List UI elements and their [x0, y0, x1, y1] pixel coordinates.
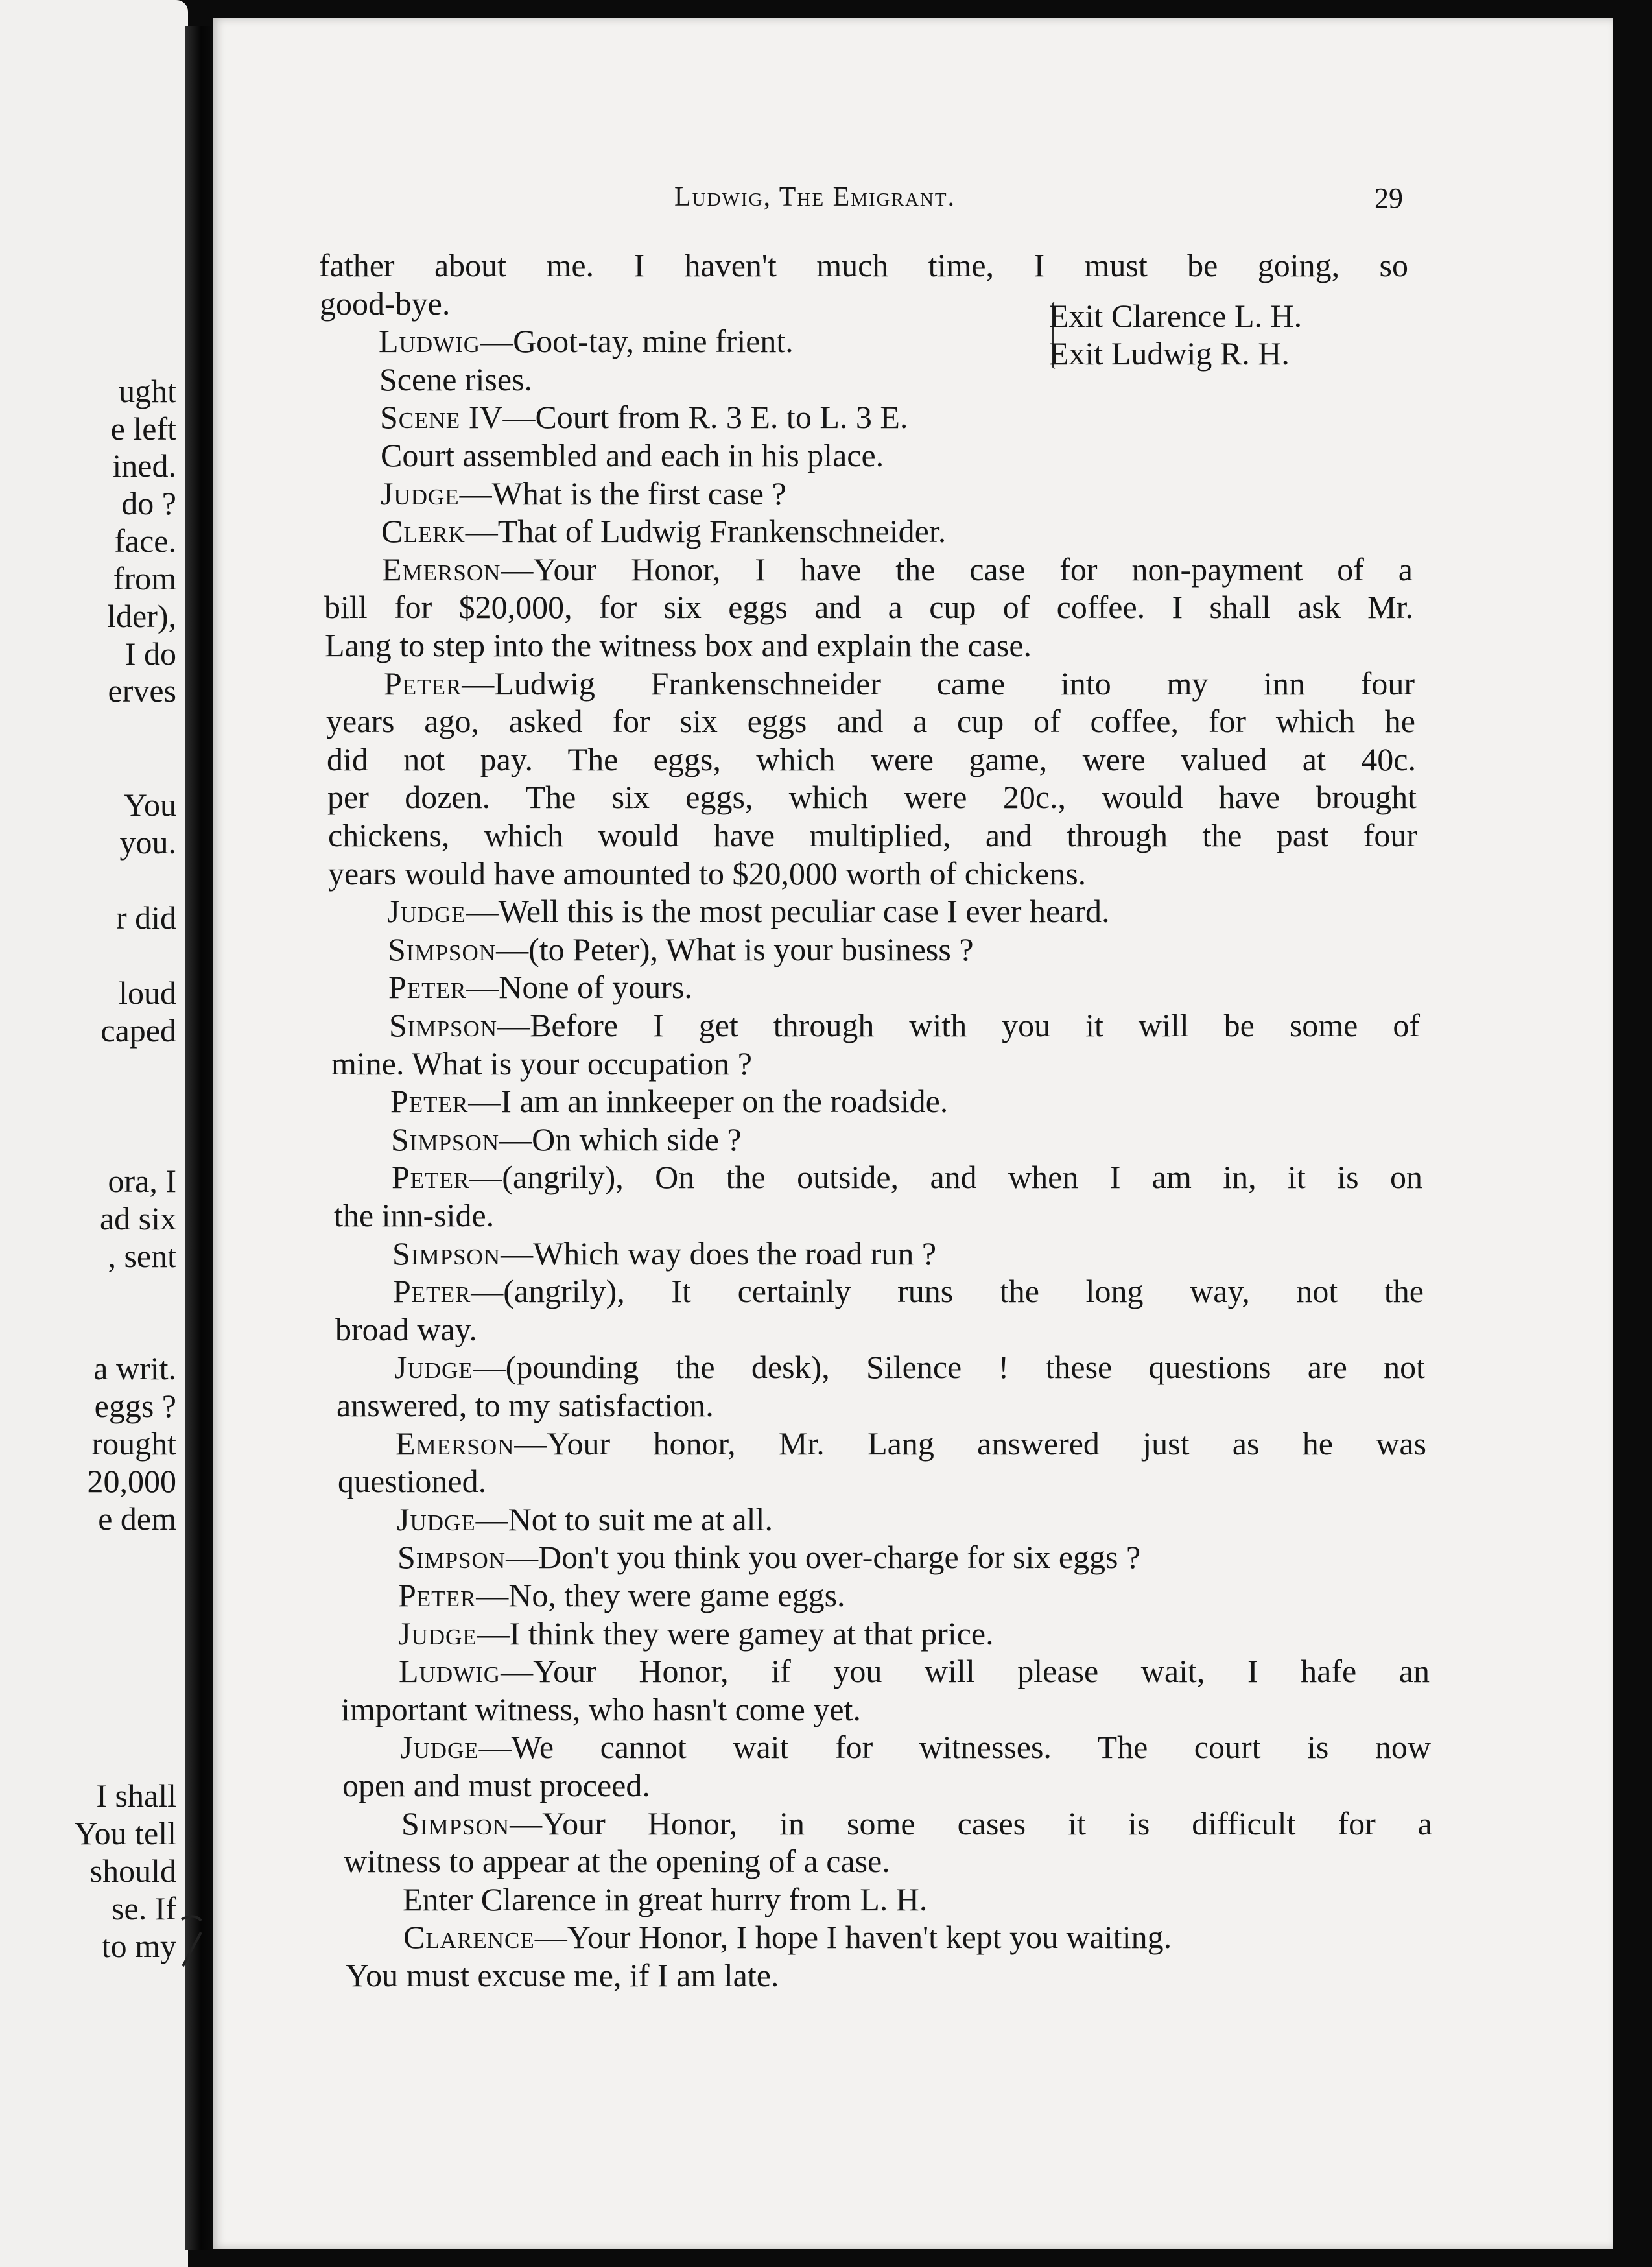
- text-line: [379, 322, 794, 360]
- text-line: [392, 1158, 1422, 1196]
- line-text: —Your honor, Mr. Lang answered just as he was: [514, 1425, 1426, 1462]
- line-text: —Don't you think you over-charge for six eggs ?: [506, 1539, 1141, 1575]
- exit-ludwig: Exit Ludwig R. H.: [1049, 335, 1290, 372]
- text-line: [326, 702, 1415, 740]
- speaker-name: Judge: [398, 1615, 477, 1652]
- speaker-name: Simpson: [401, 1805, 510, 1842]
- text-line: [399, 1652, 1430, 1690]
- line-text: questioned.: [338, 1463, 487, 1499]
- text-line: [387, 892, 1110, 930]
- speaker-name: Peter: [384, 665, 462, 702]
- speaker-name: Judge: [394, 1349, 473, 1385]
- text-line: [327, 741, 1416, 778]
- text-line: [324, 588, 1413, 626]
- text-line: [393, 1272, 1424, 1310]
- text-line: [342, 1766, 650, 1804]
- text-line: [336, 1386, 714, 1424]
- line-text: good-bye.: [320, 285, 451, 322]
- text-line: [403, 1918, 1172, 1956]
- text-line: [400, 1728, 1431, 1766]
- speaker-name: Peter: [392, 1159, 470, 1195]
- previous-page-line: ught: [119, 373, 176, 409]
- line-text: —I am an innkeeper on the roadside.: [468, 1083, 949, 1119]
- speaker-name: Emerson: [395, 1425, 515, 1462]
- speaker-name: Peter: [388, 969, 467, 1005]
- line-text: —(angrily), It certainly runs the long way, not the: [471, 1273, 1424, 1309]
- previous-page-line: from: [113, 560, 176, 597]
- text-line: [388, 968, 692, 1006]
- text-line: [381, 436, 884, 474]
- pencil-mark: [175, 1906, 214, 1971]
- previous-page-line: ora, I: [108, 1163, 176, 1199]
- line-text: years ago, asked for six eggs and a cup of coffee, for which he: [326, 703, 1415, 739]
- speaker-name: Judge: [400, 1729, 479, 1765]
- speaker-name: Peter: [398, 1577, 477, 1613]
- page-number: 29: [1375, 182, 1403, 214]
- line-text: —We cannot wait for witnesses. The court is now: [478, 1729, 1431, 1765]
- text-line: [384, 665, 1415, 702]
- line-text: —No, they were game eggs.: [476, 1577, 845, 1613]
- previous-page-line: face.: [114, 523, 176, 559]
- line-text: —Your Honor, I hope I haven't kept you waiting.: [534, 1919, 1172, 1955]
- speaker-name: Peter: [390, 1083, 469, 1119]
- text-line: [338, 1462, 486, 1500]
- text-line: [331, 1045, 752, 1082]
- previous-page-line: You: [123, 787, 176, 823]
- line-text: —Goot-tay, mine frient.: [480, 323, 794, 359]
- text-line: [398, 1615, 994, 1652]
- text-line: [380, 398, 908, 436]
- text-line: [394, 1348, 1425, 1386]
- line-text: —What is the first case ?: [459, 475, 786, 512]
- line-text: open and must proceed.: [342, 1767, 650, 1803]
- line-text: witness to appear at the opening of a case.: [344, 1843, 890, 1879]
- speaker-name: Simpson: [391, 1121, 500, 1157]
- line-text: You must excuse me, if I am late.: [346, 1957, 779, 1993]
- previous-page-line: a writ.: [93, 1350, 176, 1386]
- previous-page-line: you.: [119, 824, 176, 861]
- speaker-name: Emerson: [382, 551, 501, 588]
- exit-clarence: Exit Clarence L. H.: [1049, 298, 1303, 334]
- line-text: father about me. I haven't much time, I must be going, so: [319, 247, 1408, 283]
- text-line: [403, 1881, 927, 1918]
- text-line: [381, 475, 786, 512]
- text-line: [382, 551, 1413, 588]
- text-line: [346, 1956, 779, 1994]
- line-text: —Before I get through with you it will be some of: [497, 1007, 1420, 1043]
- text-line: [320, 285, 450, 322]
- text-line: [381, 512, 946, 550]
- text-line: [379, 361, 532, 398]
- speaker-name: Simpson: [397, 1539, 506, 1575]
- text-line: [328, 855, 1086, 892]
- line-text: Enter Clarence in great hurry from L. H.: [403, 1881, 928, 1917]
- running-head: Ludwig, The Emigrant.: [674, 182, 956, 212]
- text-line: [325, 626, 1032, 664]
- speaker-name: Clarence: [403, 1919, 535, 1955]
- text-line: [319, 246, 1408, 284]
- line-text: IV—Court from R. 3 E. to L. 3 E.: [460, 399, 908, 435]
- previous-page-line: ad six: [99, 1200, 176, 1237]
- line-text: —I think they were gamey at that price.: [477, 1615, 994, 1652]
- line-text: —Well this is the most peculiar case I ever heard.: [466, 893, 1110, 929]
- previous-page-line: r did: [115, 899, 176, 936]
- line-text: per dozen. The six eggs, which were 20c., would have brought: [327, 779, 1417, 815]
- line-text: —(angrily), On the outside, and when I am in, it is on: [469, 1159, 1422, 1195]
- previous-page-line: e left: [110, 410, 176, 447]
- line-text: —Not to suit me at all.: [475, 1501, 773, 1537]
- previous-page-line: erves: [108, 672, 176, 709]
- line-text: —Your Honor, in some cases it is difficult for a: [510, 1805, 1432, 1842]
- text-line: [392, 1235, 936, 1272]
- text-line: [334, 1196, 494, 1234]
- text-line: [328, 816, 1417, 854]
- text-line: [335, 1311, 477, 1348]
- previous-page-line: lder),: [107, 598, 176, 634]
- previous-page-line: I do: [124, 635, 176, 672]
- line-text: Scene rises.: [379, 361, 533, 398]
- line-text: broad way.: [335, 1311, 477, 1347]
- line-text: chickens, which would have multiplied, and through the past four: [328, 817, 1417, 853]
- speaker-name: Simpson: [388, 931, 497, 967]
- line-text: Court assembled and each in his place.: [381, 437, 884, 473]
- previous-page-line: I shall: [96, 1777, 176, 1814]
- speaker-name: Simpson: [389, 1007, 498, 1043]
- previous-page-line: to my: [101, 1928, 176, 1964]
- line-text: —That of Ludwig Frankenschneider.: [465, 513, 947, 549]
- speaker-name: Ludwig: [379, 323, 481, 359]
- text-line: [397, 1501, 773, 1538]
- text-line: [395, 1425, 1426, 1462]
- previous-page-line: should: [89, 1853, 176, 1889]
- line-text: —On which side ?: [499, 1121, 742, 1157]
- text-line: [390, 1082, 948, 1120]
- previous-page-line: ined.: [112, 447, 176, 484]
- speaker-name: Judge: [387, 893, 466, 929]
- text-line: [401, 1805, 1432, 1842]
- line-text: —Your Honor, I have the case for non-payment of a: [501, 551, 1413, 588]
- speaker-name: Judge: [381, 475, 460, 512]
- previous-page-line: eggs ?: [94, 1388, 176, 1424]
- speaker-name: Ludwig: [399, 1653, 501, 1689]
- line-text: —(pounding the desk), Silence ! these questions are not: [473, 1349, 1425, 1385]
- line-text: —Ludwig Frankenschneider came into my inn four: [462, 665, 1415, 702]
- previous-page-line: loud: [119, 975, 176, 1011]
- line-text: bill for $20,000, for six eggs and a cup of coffee. I shall ask Mr.: [324, 589, 1413, 625]
- previous-page-line: e dem: [98, 1501, 176, 1537]
- speaker-name: Simpson: [392, 1235, 501, 1272]
- line-text: Lang to step into the witness box and explain the case.: [325, 627, 1032, 663]
- line-text: the inn-side.: [334, 1197, 495, 1233]
- previous-page-line: se. If: [112, 1890, 176, 1927]
- text-line: [327, 778, 1417, 816]
- speaker-name: Judge: [397, 1501, 476, 1537]
- previous-page-line: You tell: [74, 1815, 176, 1851]
- speaker-name: Scene: [380, 399, 461, 435]
- previous-page-line: do ?: [121, 485, 176, 521]
- text-line: [391, 1121, 742, 1158]
- line-text: —Which way does the road run ?: [501, 1235, 937, 1272]
- line-text: —(to Peter), What is your business ?: [496, 931, 974, 967]
- text-line: [389, 1006, 1420, 1044]
- speaker-name: Peter: [393, 1273, 471, 1309]
- line-text: important witness, who hasn't come yet.: [341, 1691, 861, 1727]
- text-line: [397, 1538, 1140, 1576]
- line-text: —Your Honor, if you will please wait, I hafe an: [501, 1653, 1430, 1689]
- text-line: [398, 1576, 845, 1614]
- speaker-name: Clerk: [381, 513, 466, 549]
- text-line: [341, 1691, 861, 1728]
- text-line: [344, 1842, 890, 1880]
- line-text: did not pay. The eggs, which were game, were valued at 40c.: [327, 741, 1416, 777]
- previous-page-line: , sent: [108, 1238, 176, 1274]
- previous-page-line: 20,000: [87, 1463, 176, 1499]
- line-text: —None of yours.: [466, 969, 692, 1005]
- line-text: mine. What is your occupation ?: [331, 1045, 752, 1082]
- line-text: answered, to my satisfaction.: [336, 1387, 714, 1423]
- line-text: years would have amounted to $20,000 worth of chickens.: [328, 855, 1087, 892]
- previous-page-line: caped: [100, 1012, 176, 1049]
- previous-page-line: rought: [91, 1425, 176, 1462]
- text-line: [388, 931, 974, 968]
